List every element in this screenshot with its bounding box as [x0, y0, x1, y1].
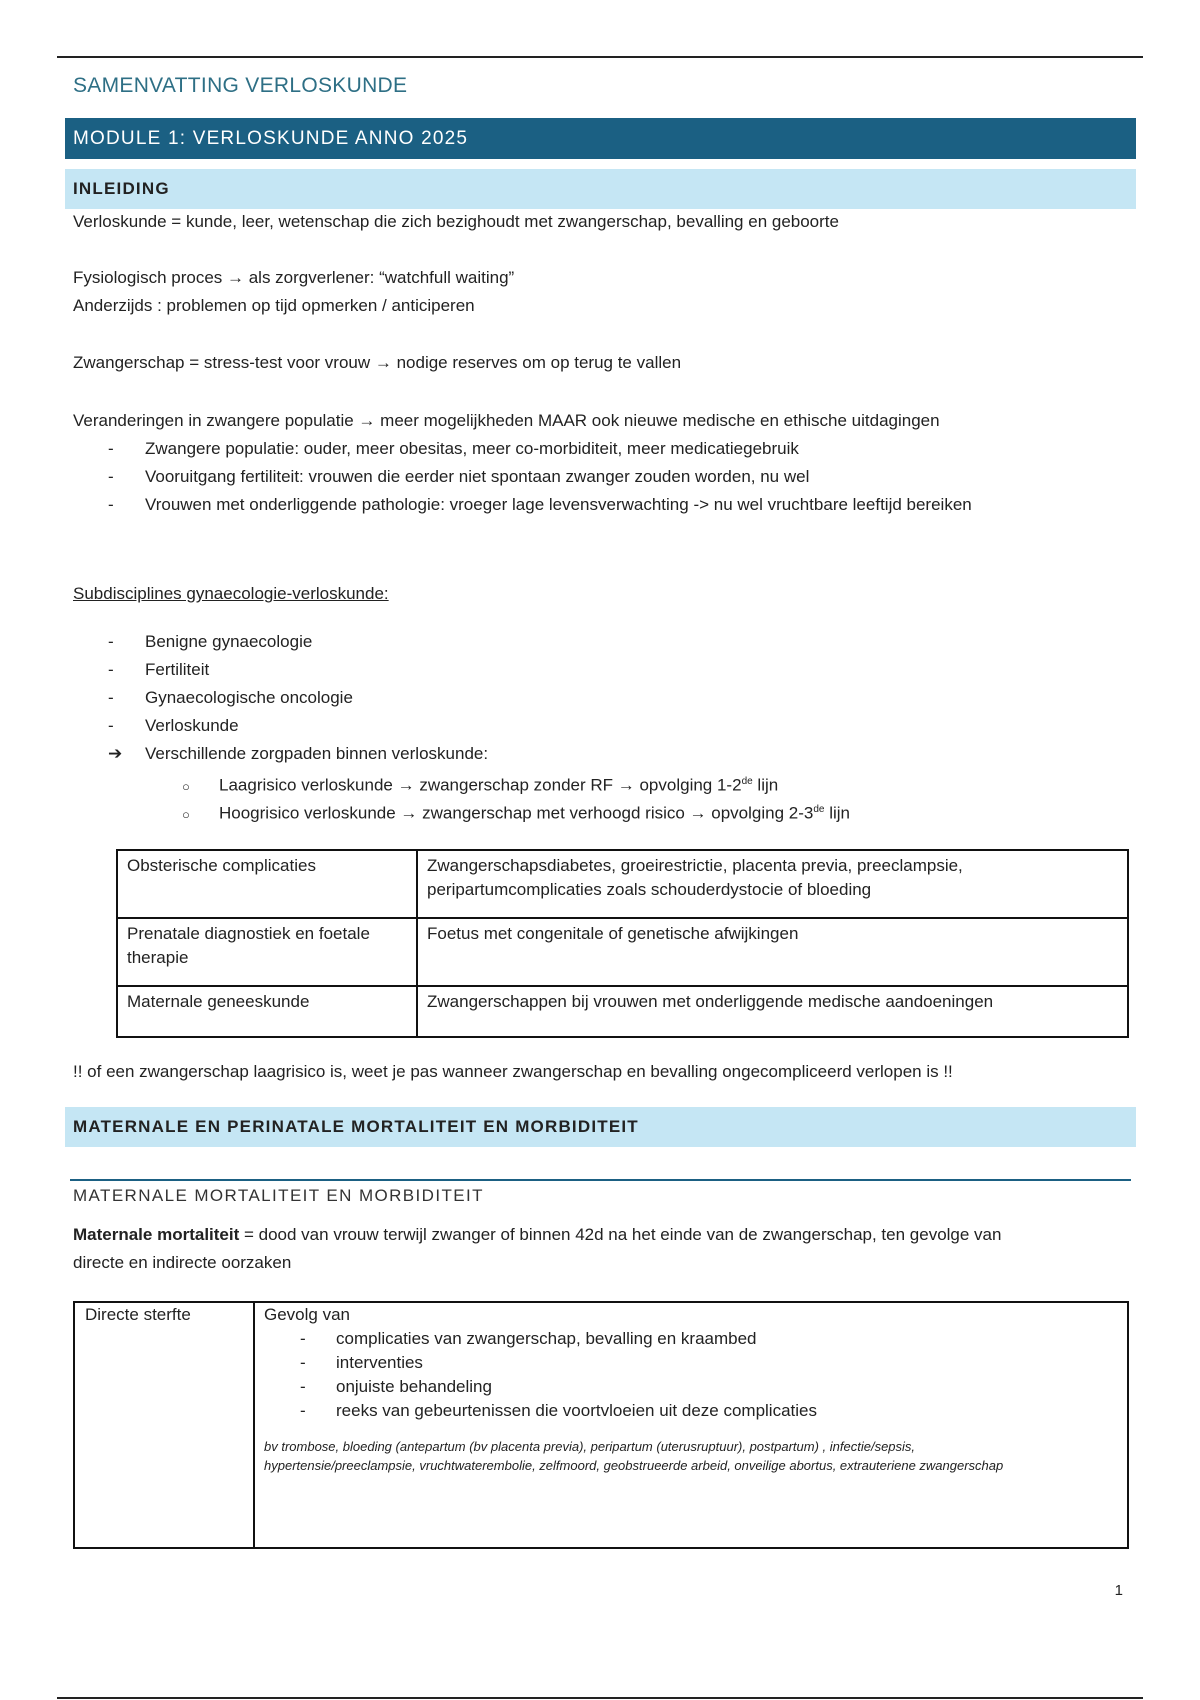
document-title: SAMENVATTING VERLOSKUNDE	[73, 74, 408, 97]
list-item: - interventies	[264, 1351, 1118, 1375]
circle-bullet-icon: ○	[182, 778, 190, 794]
list-item: - onjuiste behandeling	[264, 1375, 1118, 1399]
list-item: - Fertiliteit	[108, 656, 209, 684]
table-cell-value: Zwangerschapsdiabetes, groeirestrictie, placenta previa, preeclampsie, peripartumcomplicaties zoals schouderdystocie of bloeding	[417, 850, 1128, 918]
table-cell-label: Directe sterfte	[74, 1302, 254, 1548]
dash-bullet: -	[108, 495, 114, 514]
dash-bullet: -	[300, 1353, 306, 1372]
list-item: - Zwangere populatie: ouder, meer obesitas, meer co-morbiditeit, meer medicatiegebruik	[108, 435, 799, 463]
list-item: - Benigne gynaecologie	[108, 628, 312, 656]
stress-line: Zwangerschap = stress-test voor vrouw → nodige reserves om op terug te vallen	[73, 353, 682, 372]
module-heading: MODULE 1: VERLOSKUNDE ANNO 2025	[65, 118, 1136, 159]
page-number: 1	[1114, 1582, 1123, 1599]
mortality-heading: MATERNALE EN PERINATALE MORTALITEIT EN MORBIDITEIT	[65, 1107, 1136, 1147]
dash-bullet: -	[300, 1329, 306, 1348]
list-item: - complicaties van zwangerschap, bevalling en kraambed	[264, 1327, 1118, 1351]
table-cell-label: Maternale geneeskunde	[117, 986, 417, 1037]
table-row	[74, 1302, 1128, 1548]
table-row	[117, 850, 1128, 918]
changes-line: Veranderingen in zwangere populatie → meer mogelijkheden MAAR ook nieuwe medische en ethische uitdagingen	[73, 411, 940, 430]
mortality-definition: Maternale mortaliteit = dood van vrouw terwijl zwanger of binnen 42d na het einde van de zwangerschap, ten gevolge van	[73, 1225, 1002, 1244]
top-rule	[57, 56, 1143, 58]
list-item: - Vooruitgang fertiliteit: vrouwen die eerder niet spontaan zwanger zouden worden, nu wel	[108, 463, 809, 491]
care-paths-table	[116, 849, 1129, 1038]
table-cell-label: Prenatale diagnostiek en foetale therapie	[117, 918, 417, 986]
table-row	[117, 986, 1128, 1037]
bottom-rule	[57, 1697, 1143, 1699]
dash-bullet: -	[108, 439, 114, 458]
table-cell-label: Obsterische complicaties	[117, 850, 417, 918]
table-cell-value: Foetus met congenitale of genetische afwijkingen	[417, 918, 1128, 986]
fysio-line: Fysiologisch proces → als zorgverlener: “watchfull waiting”	[73, 268, 515, 287]
definition-line: Verloskunde = kunde, leer, wetenschap die zich bezighoudt met zwangerschap, bevalling en geboorte	[73, 212, 839, 231]
table-cell-value: Zwangerschappen bij vrouwen met onderliggende medische aandoeningen	[417, 986, 1128, 1037]
dash-bullet: -	[108, 632, 114, 651]
list-item: ➔ Verschillende zorgpaden binnen verloskunde:	[108, 740, 488, 768]
table-row	[117, 918, 1128, 986]
mortality-definition-line2: directe en indirecte oorzaken	[73, 1253, 292, 1272]
intro-heading: INLEIDING	[65, 169, 1136, 209]
table-cell-value	[254, 1302, 1128, 1548]
direct-mortality-table	[73, 1301, 1129, 1549]
dash-bullet: -	[108, 716, 114, 735]
table-intro-text: Gevolg van	[264, 1305, 350, 1324]
list-item: - reeks van gebeurtenissen die voortvloeien uit deze complicaties	[264, 1399, 1118, 1423]
dash-bullet: -	[108, 688, 114, 707]
dash-bullet: -	[300, 1401, 306, 1420]
list-item: ○ Laagrisico verloskunde → zwangerschap zonder RF → opvolging 1-2de lijn	[182, 768, 778, 801]
dash-bullet: -	[108, 467, 114, 486]
list-item: - Vrouwen met onderliggende pathologie: vroeger lage levensverwachting -> nu wel vruchtbare leeftijd bereiken	[108, 491, 972, 519]
examples-note: bv trombose, bloeding (antepartum (bv placenta previa), peripartum (uterusruptuur), postpartum) , infectie/sepsis, hypertensie/preeclampsie, vruchtwaterembolie, zelfmoord, geobstrueerde arbeid, onveilige abortus, extrauteriene zwangerschap	[264, 1439, 1004, 1473]
list-item: - Gynaecologische oncologie	[108, 684, 353, 712]
list-item: ○ Hoogrisico verloskunde → zwangerschap met verhoogd risico → opvolging 2-3de lijn	[182, 796, 850, 829]
dash-bullet: -	[300, 1377, 306, 1396]
warning-line: !! of een zwangerschap laagrisico is, weet je pas wanneer zwangerschap en bevalling ongecompliceerd verlopen is !!	[73, 1062, 953, 1081]
mortality-subheading: MATERNALE MORTALITEIT EN MORBIDITEIT	[73, 1186, 484, 1205]
circle-bullet-icon: ○	[182, 806, 190, 822]
subheading-rule	[70, 1179, 1131, 1181]
anderzijds-line: Anderzijds : problemen op tijd opmerken / anticiperen	[73, 296, 475, 315]
subdisciplines-heading: Subdisciplines gynaecologie-verloskunde:	[73, 584, 389, 603]
arrow-bullet-icon: ➔	[108, 744, 123, 763]
dash-bullet: -	[108, 660, 114, 679]
list-item: - Verloskunde	[108, 712, 239, 740]
